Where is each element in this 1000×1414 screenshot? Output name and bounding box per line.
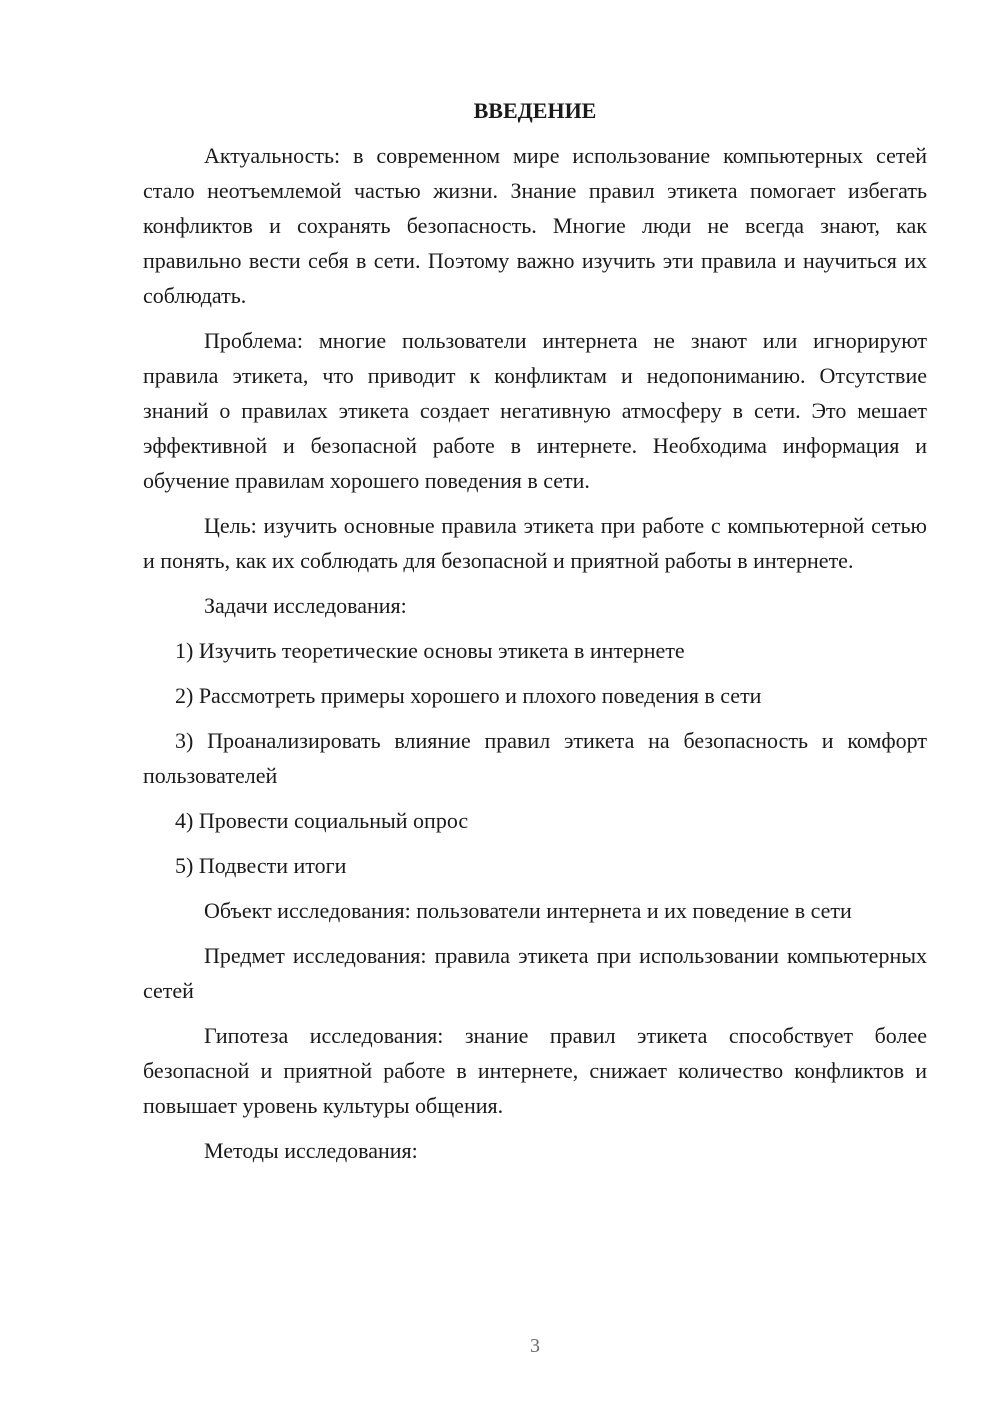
paragraph-subject: Предмет исследования: правила этикета при использовании компьютерных сетей: [143, 943, 927, 1003]
page-number: 3: [530, 1335, 540, 1357]
task-item-5: 5) Подвести итоги: [175, 853, 347, 878]
task-item-2: 2) Рассмотреть примеры хорошего и плохого поведения в сети: [175, 683, 762, 708]
section-heading: ВВЕДЕНИЕ: [473, 98, 597, 123]
paragraph-hypothesis: Гипотеза исследования: знание правил этикета способствует более безопасной и приятной работе в интернете, снижает количество конфликтов и повышает уровень культуры общения.: [143, 1023, 927, 1118]
methods-heading: Методы исследования:: [204, 1138, 418, 1163]
task-item-4: 4) Провести социальный опрос: [175, 808, 469, 833]
paragraph-relevance: Актуальность: в современном мире использование компьютерных сетей стало неотъемлемой частью жизни. Знание правил этикета помогает избегать конфликтов и сохранять безопасность. Многие люди не всегда знают, как правильно вести себя в сети. Поэтому важно изучить эти правила и научиться их соблюдать.: [143, 143, 927, 308]
task-item-1: 1) Изучить теоретические основы этикета в интернете: [175, 638, 685, 663]
paragraph-goal: Цель: изучить основные правила этикета при работе с компьютерной сетью и понять, как их соблюдать для безопасной и приятной работы в интернете.: [143, 513, 927, 573]
task-item-3: 3) Проанализировать влияние правил этикета на безопасность и комфорт пользователей: [143, 728, 927, 788]
paragraph-object: Объект исследования: пользователи интернета и их поведение в сети: [204, 898, 852, 923]
page-content: [143, 93, 927, 1168]
tasks-heading: Задачи исследования:: [204, 593, 407, 618]
paragraph-problem: Проблема: многие пользователи интернета не знают или игнорируют правила этикета, что приводит к конфликтам и недопониманию. Отсутствие знаний о правилах этикета создает негативную атмосферу в сети. Это мешает эффективной и безопасной работе в интернете. Необходима информация и обучение правилам хорошего поведения в сети.: [143, 328, 927, 493]
